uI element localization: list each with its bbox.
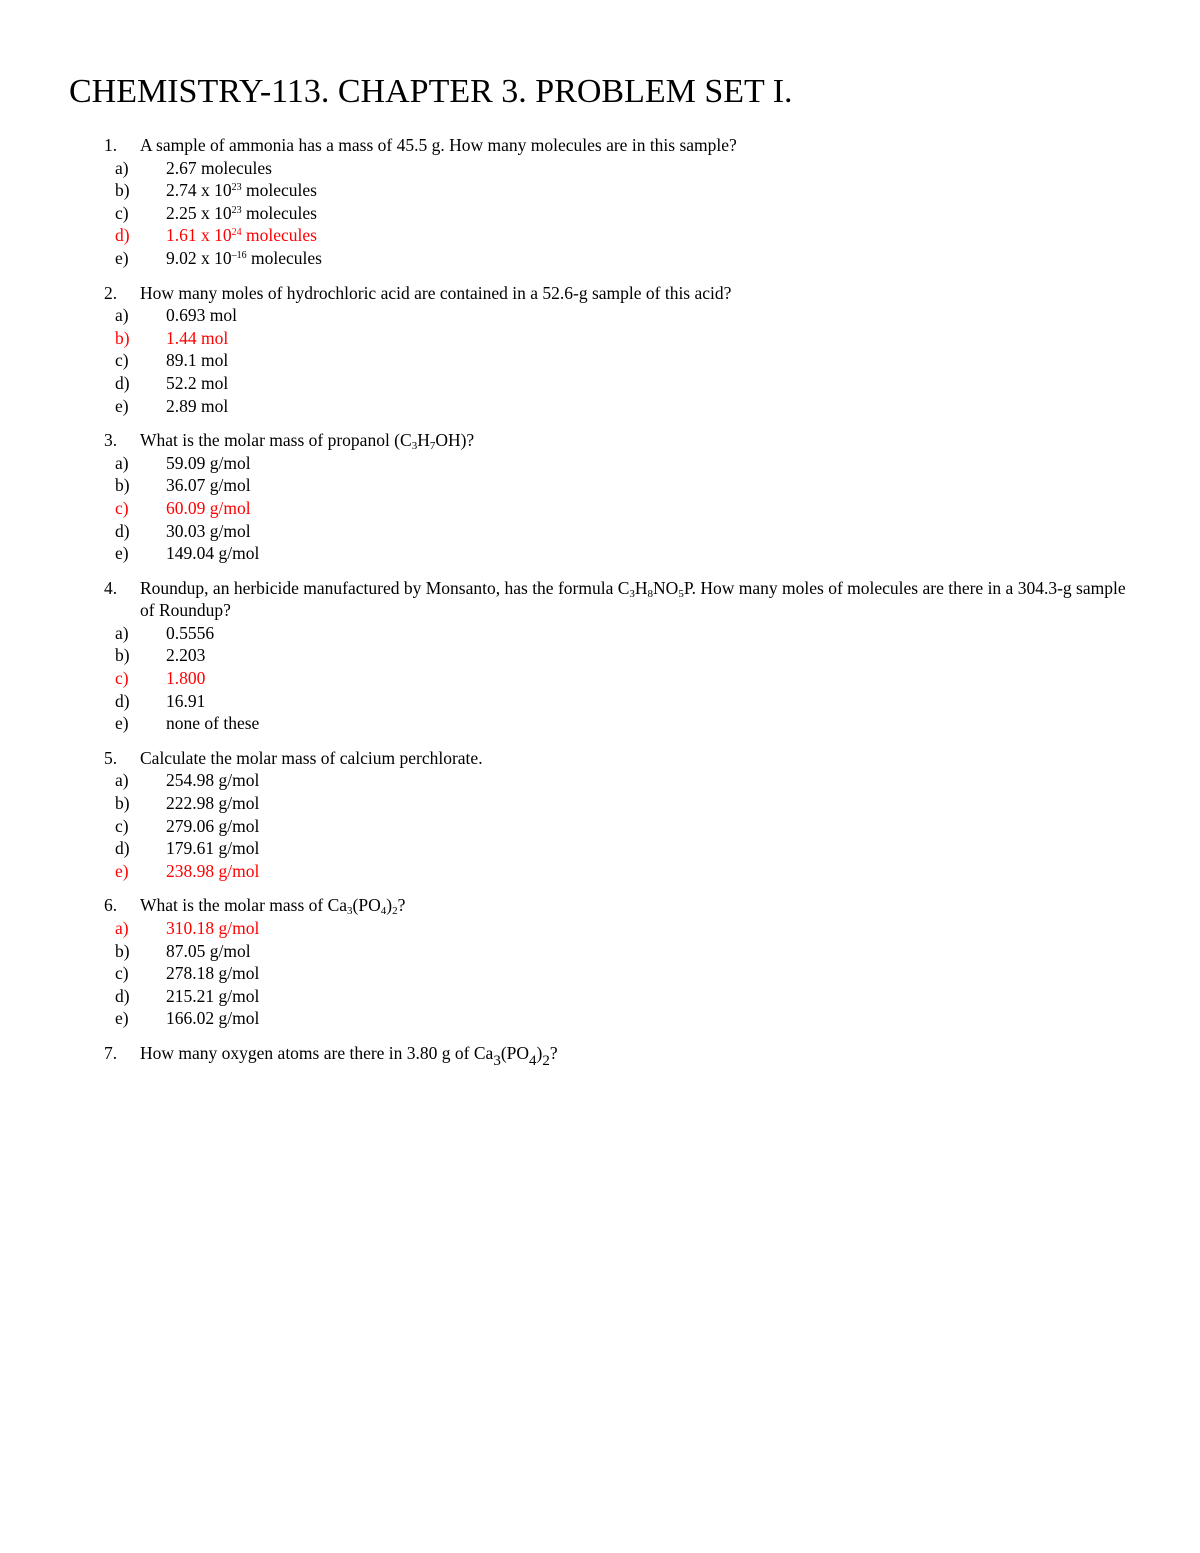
question-text: A sample of ammonia has a mass of 45.5 g. How many molecules are in this sample? <box>140 135 737 155</box>
subscript: 4 <box>529 1052 537 1069</box>
option-letter: d) <box>115 985 130 1006</box>
option-text: 149.04 g/mol <box>166 543 260 564</box>
option-letter: c) <box>115 963 129 984</box>
question-5 <box>0 747 1200 883</box>
question-number: 4. <box>104 577 118 598</box>
question-number: 7. <box>104 1042 118 1063</box>
exponent: –16 <box>231 249 247 261</box>
option-letter: a) <box>115 157 129 178</box>
exponent: 23 <box>231 182 242 194</box>
option-text: 222.98 g/mol <box>166 793 260 814</box>
subscript: 3 <box>493 1052 501 1069</box>
answer-option <box>0 1007 1200 1030</box>
option-letter: a) <box>115 622 129 643</box>
option-text: none of these <box>166 713 260 734</box>
question-number: 2. <box>104 282 118 303</box>
answer-option <box>0 542 1200 565</box>
option-letter: a) <box>115 305 129 326</box>
answer-option <box>0 815 1200 838</box>
question-number: 3. <box>104 430 118 451</box>
subscript: 8 <box>647 587 654 600</box>
answer-option <box>0 769 1200 792</box>
option-letter: d) <box>115 838 130 859</box>
option-text: 166.02 g/mol <box>166 1008 260 1029</box>
answer-option <box>0 474 1200 497</box>
question-6 <box>0 894 1200 1030</box>
question-4 <box>0 577 1200 735</box>
option-letter: a) <box>115 452 129 473</box>
exponent: 24 <box>231 227 242 239</box>
question-text: What is the molar mass of propanol $(C_3H_7OH)$? <box>140 430 475 453</box>
answer-option <box>0 644 1200 667</box>
option-letter: b) <box>115 475 130 496</box>
answer-option <box>0 962 1200 985</box>
option-letter: e) <box>115 1008 129 1029</box>
question-stem-row <box>0 429 1200 452</box>
option-text: 52.2 mol <box>166 372 229 393</box>
option-letter: b) <box>115 327 130 348</box>
option-text: 2.89 mol <box>166 395 229 416</box>
page-title: CHEMISTRY-113. CHAPTER 3. PROBLEM SET I. <box>69 73 793 110</box>
answer-option <box>0 202 1200 225</box>
option-letter: a) <box>115 918 129 938</box>
answer-option <box>0 452 1200 475</box>
option-letter: a) <box>115 770 129 791</box>
option-text: 36.07 g/mol <box>166 475 251 496</box>
question-number: 1. <box>104 135 118 155</box>
question-text: How many oxygen atoms are there in 3.80 g of $Ca_3(PO_4)_2$? <box>140 1042 558 1069</box>
answer-option-correct <box>0 224 1200 247</box>
option-text: 2.25 x $10^{23}$ molecules <box>166 202 317 223</box>
subscript: 3 <box>411 440 418 453</box>
option-text: 215.21 g/mol <box>166 985 260 1006</box>
option-text: 30.03 g/mol <box>166 520 251 541</box>
option-text: 279.06 g/mol <box>166 815 260 836</box>
answer-option <box>0 712 1200 735</box>
option-text: 0.693 mol <box>166 305 237 326</box>
option-letter: b) <box>115 793 130 814</box>
option-letter: b) <box>115 645 130 666</box>
question-number: 5. <box>104 747 118 768</box>
option-letter: b) <box>115 180 130 201</box>
answer-option <box>0 940 1200 963</box>
question-text: How many moles of hydrochloric acid are contained in a 52.6-g sample of this acid? <box>140 282 732 303</box>
option-text: 278.18 g/mol <box>166 963 260 984</box>
question-stem-row <box>0 747 1200 770</box>
answer-option <box>0 622 1200 645</box>
subscript: 3 <box>347 905 353 918</box>
option-text: 16.91 <box>166 690 206 711</box>
option-text: 87.05 g/mol <box>166 940 251 961</box>
option-letter: d) <box>115 690 130 711</box>
option-letter: e) <box>115 395 129 416</box>
option-letter: c) <box>115 202 129 223</box>
subscript: 7 <box>429 440 436 453</box>
answer-option-correct <box>0 917 1200 940</box>
option-text: 2.74 x $10^{23}$ molecules <box>166 180 317 201</box>
option-text: 1.44 mol <box>166 327 229 348</box>
question-list <box>0 134 1200 1077</box>
answer-option <box>0 520 1200 543</box>
answer-option <box>0 157 1200 180</box>
question-stem-row <box>0 282 1200 305</box>
question-stem-row <box>0 134 1200 157</box>
answer-option <box>0 985 1200 1008</box>
question-text: What is the molar mass of $Ca_3(PO_4)_2$? <box>140 895 406 918</box>
question-stem-row <box>0 894 1200 917</box>
option-letter: c) <box>115 350 129 371</box>
option-text: 2.203 <box>166 645 206 666</box>
option-text: 238.98 g/mol <box>166 860 260 881</box>
question-2 <box>0 282 1200 418</box>
answer-option <box>0 179 1200 202</box>
option-letter: c) <box>115 815 129 836</box>
answer-option-correct <box>0 667 1200 690</box>
question-stem-row <box>0 1042 1200 1069</box>
answer-option <box>0 792 1200 815</box>
option-text: 0.5556 <box>166 622 215 643</box>
option-text: 1.61 x $10^{24}$ molecules <box>166 225 317 246</box>
subscript: 5 <box>678 587 684 600</box>
question-3 <box>0 429 1200 565</box>
answer-option <box>0 690 1200 713</box>
option-text: 89.1 mol <box>166 350 229 371</box>
option-text: 9.02 x $10^{-16}$ molecules <box>166 247 322 268</box>
exponent: 23 <box>231 204 242 216</box>
answer-option <box>0 395 1200 418</box>
option-letter: d) <box>115 520 130 541</box>
option-letter: d) <box>115 372 130 393</box>
question-7 <box>0 1042 1200 1069</box>
subscript: 2 <box>392 905 398 918</box>
answer-option <box>0 837 1200 860</box>
option-letter: c) <box>115 668 129 689</box>
option-text: 1.800 <box>166 668 206 689</box>
subscript: 4 <box>380 905 387 918</box>
answer-option <box>0 372 1200 395</box>
subscript: 2 <box>542 1052 550 1069</box>
option-letter: c) <box>115 497 129 518</box>
option-text: 310.18 g/mol <box>166 918 260 938</box>
option-text: 60.09 g/mol <box>166 497 251 518</box>
option-letter: d) <box>115 225 130 246</box>
answer-option-correct <box>0 860 1200 883</box>
option-letter: e) <box>115 860 129 881</box>
subscript: 3 <box>629 587 635 600</box>
option-letter: e) <box>115 713 129 734</box>
answer-option <box>0 247 1200 270</box>
question-number: 6. <box>104 895 118 916</box>
option-letter: e) <box>115 543 129 564</box>
question-text: Roundup, an herbicide manufactured by Monsanto, has the formula $C_3H_8NO_5P$. How many moles of molecules are there in a 304.3-g sample of Roundup? <box>140 577 1126 621</box>
option-text: 59.09 g/mol <box>166 452 251 473</box>
answer-option <box>0 349 1200 372</box>
answer-option-correct <box>0 497 1200 520</box>
option-letter: b) <box>115 940 130 961</box>
option-text: 254.98 g/mol <box>166 770 260 791</box>
answer-option <box>0 304 1200 327</box>
answer-option-correct <box>0 327 1200 350</box>
option-text: 2.67 molecules <box>166 157 272 178</box>
question-stem-row <box>0 577 1200 622</box>
option-letter: e) <box>115 247 129 268</box>
question-text: Calculate the molar mass of calcium perchlorate. <box>140 747 483 768</box>
option-text: 179.61 g/mol <box>166 838 260 859</box>
question-1 <box>0 134 1200 270</box>
